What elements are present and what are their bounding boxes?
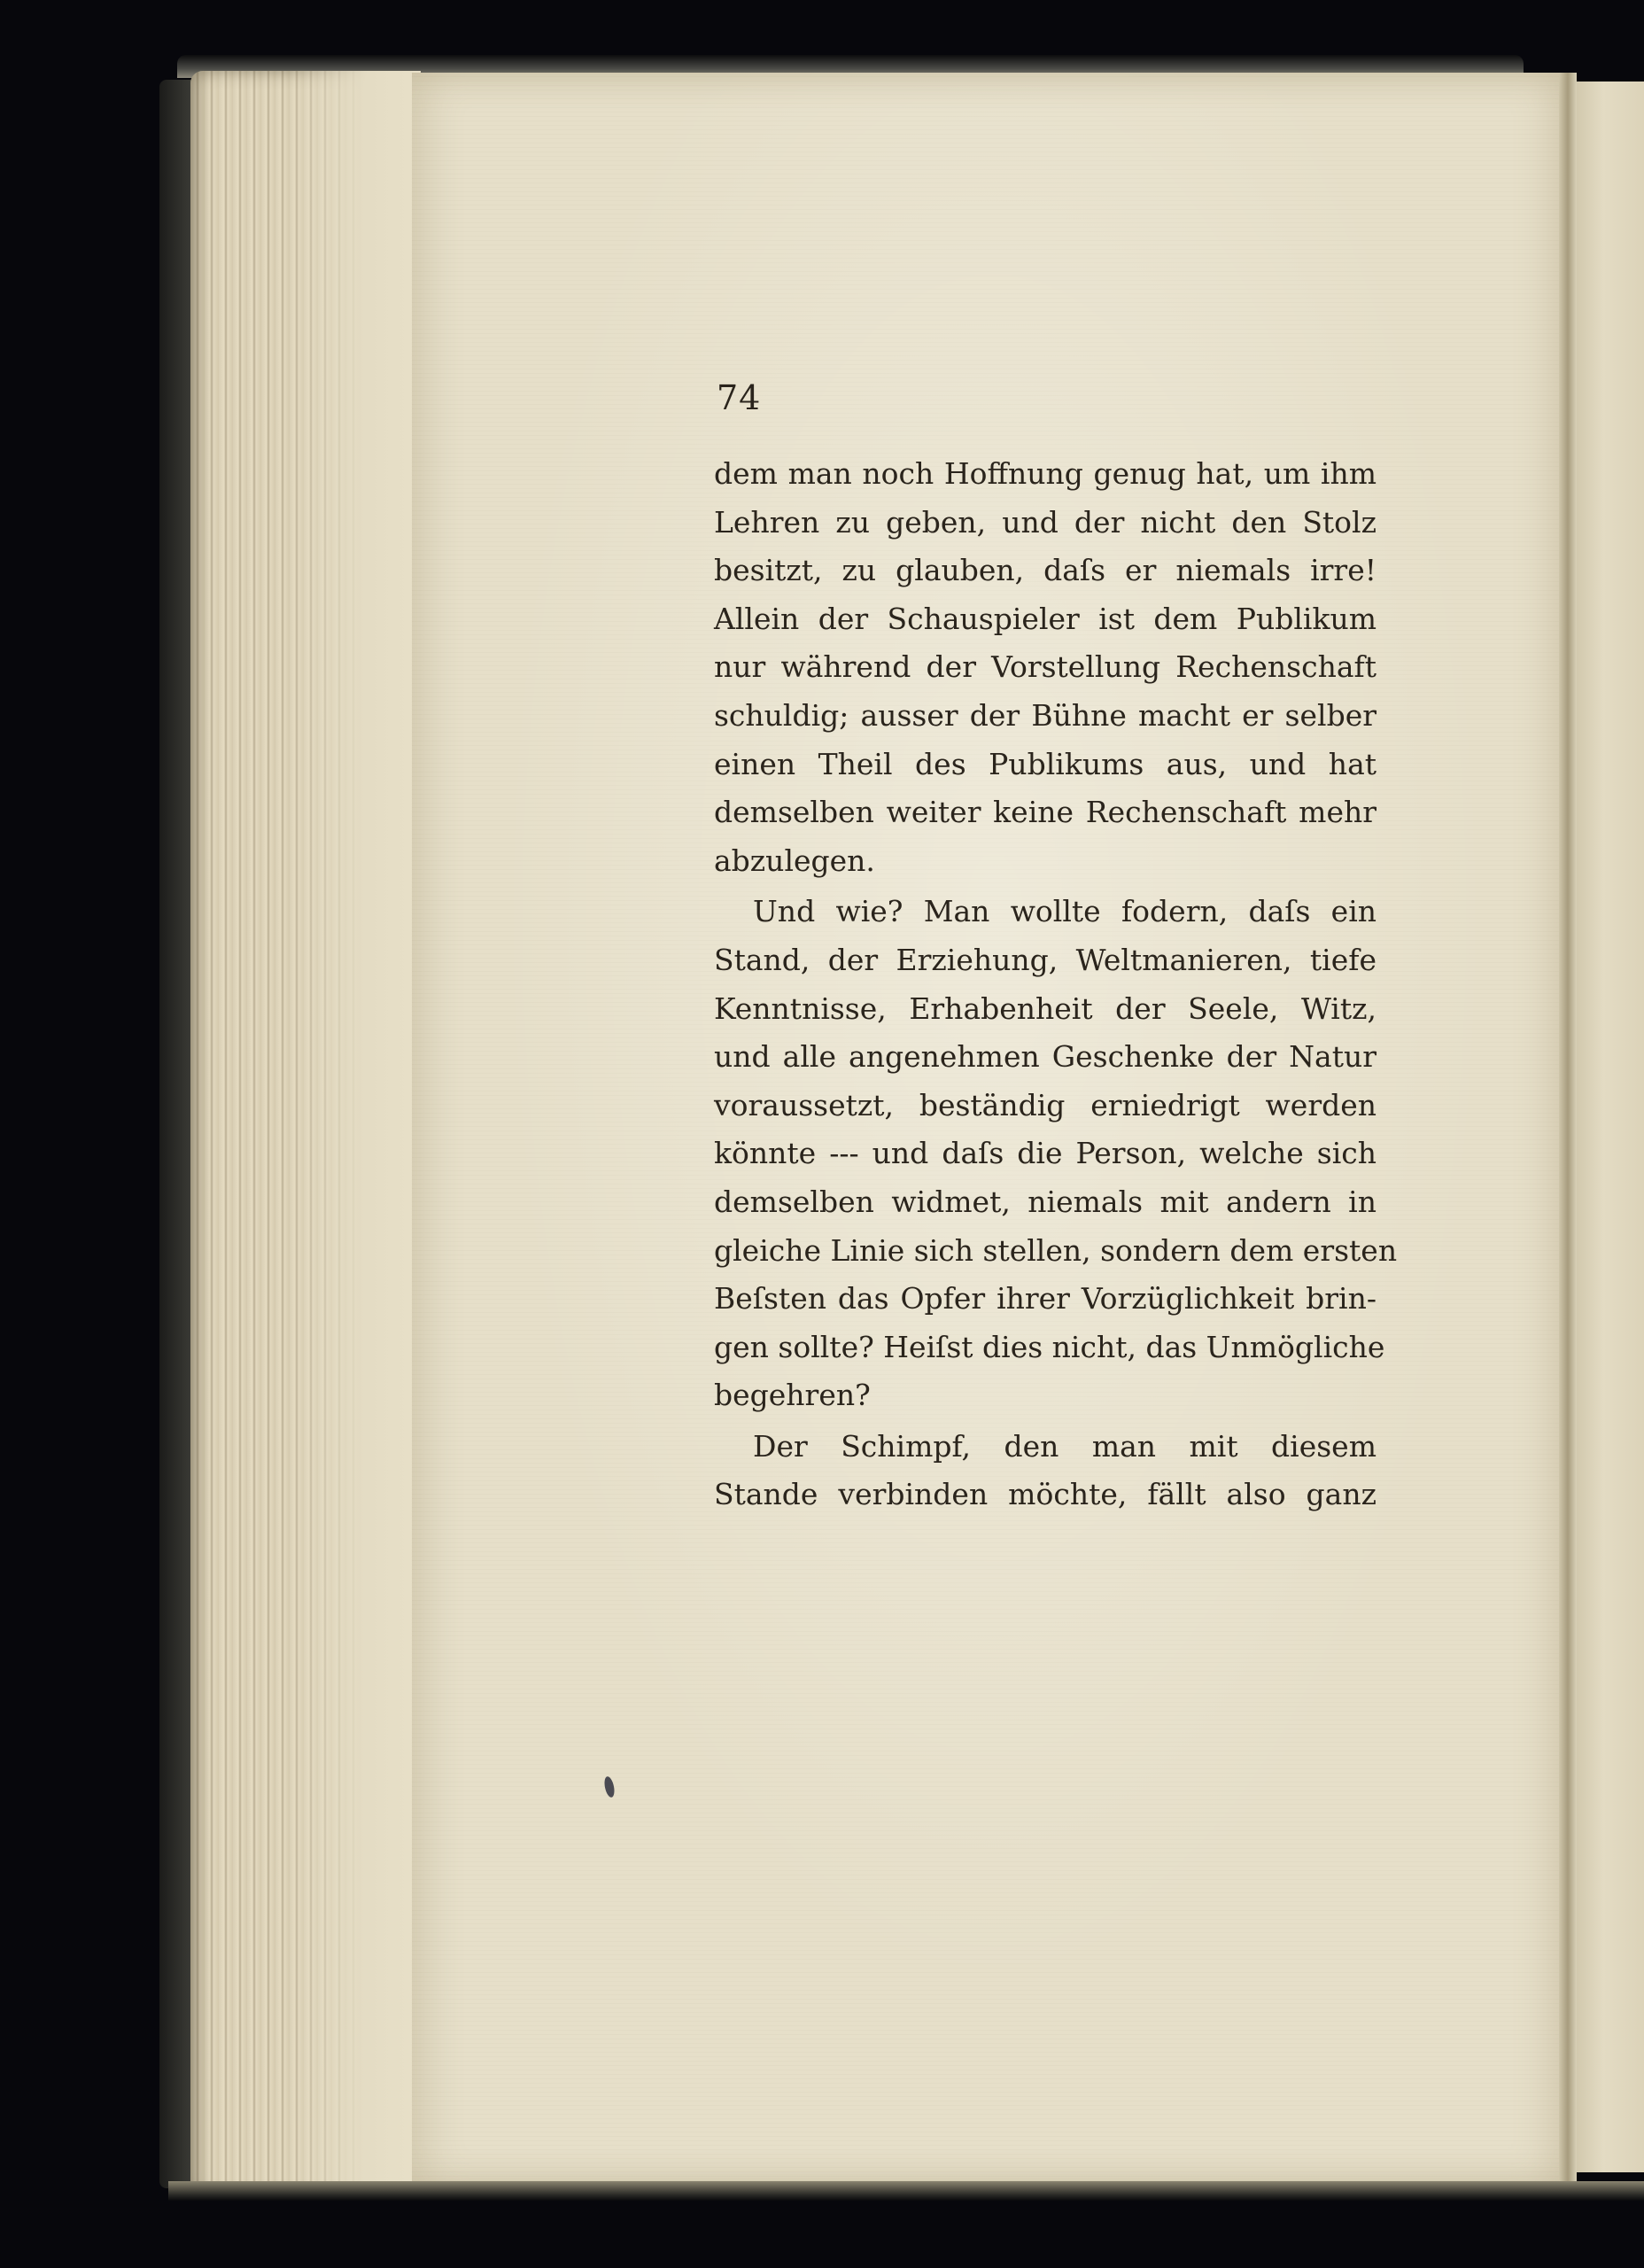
text-line: Und wie? Man wollte fodern, daſs ein [753,894,1376,929]
page-number: 74 [717,378,762,417]
text-line: gen sollte? Heiſst dies nicht, das Unmögliche [714,1329,1385,1364]
text-line: einen Theil des Publikums aus, und hat [714,746,1376,781]
paragraph-1 [714,450,1376,885]
text-block [714,378,1398,1522]
text-line: Kenntnisse, Erhabenheit der Seele, Witz, [714,990,1376,1026]
text-line: begehren? [714,1378,871,1413]
text-line: schuldig; ausser der Bühne macht er selber [714,697,1376,733]
text-line: demselben weiter keine Rechenschaft mehr [714,795,1376,830]
text-line: abzulegen. [714,843,875,878]
paragraph-3 [714,1423,1376,1519]
text-line: könnte --- und daſs die Person, welche sich [714,1136,1376,1171]
text-line: nur während der Vorstellung Rechenschaft [714,649,1376,685]
text-line: Stande verbinden möchte, fällt also ganz [714,1477,1376,1512]
stacked-page-edges [190,71,421,2197]
text-line: dem man noch Hoffnung genug hat, um ihm [714,456,1376,491]
bottom-edge-shadow [168,2181,1644,2201]
text-line: gleiche Linie sich stellen, sondern dem ersten [714,1232,1398,1268]
text-line: voraussetzt, beständig erniedrigt werden [714,1087,1376,1122]
gutter-fold [1559,73,1577,2186]
text-line: und alle angenehmen Geschenke der Natur [714,1039,1376,1075]
text-line: Der Schimpf, den man mit diesem [753,1428,1376,1464]
paragraph-2 [714,888,1398,1420]
text-line: Beſsten das Opfer ihrer Vorzüglichkeit brin- [714,1281,1376,1317]
text-line: Allein der Schauspieler ist dem Publikum [714,601,1376,636]
text-line: Stand, der Erziehung, Weltmanieren, tiefe [714,942,1376,977]
facing-page-edge [1577,82,1644,2172]
text-line: Lehren zu geben, und der nicht den Stolz [714,504,1376,540]
text-line: demselben widmet, niemals mit andern in [714,1184,1376,1219]
text-line: besitzt, zu glauben, daſs er niemals irre! [714,553,1376,588]
